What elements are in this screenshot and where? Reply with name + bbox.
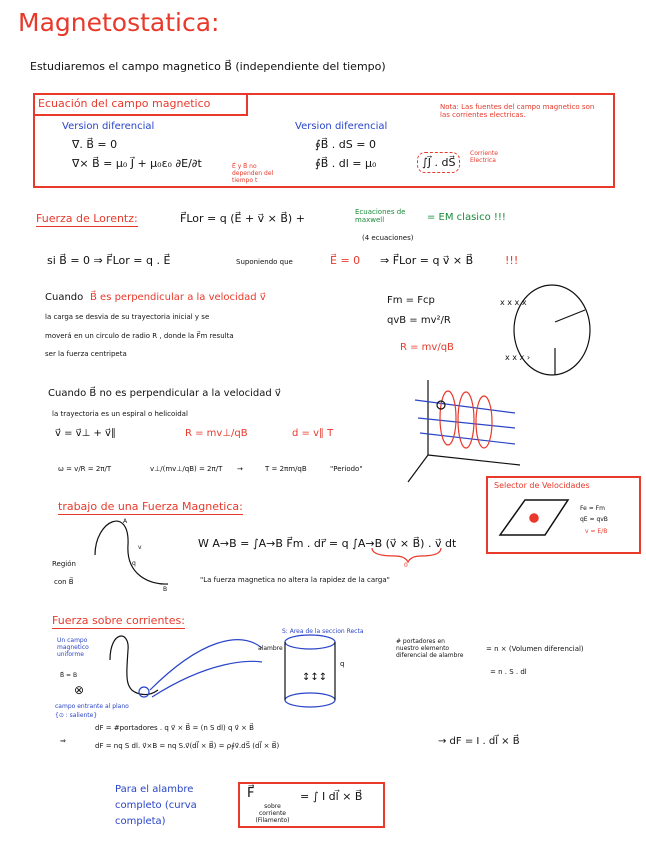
svg-text:x x x x: x x x x	[500, 298, 527, 307]
velocity-decomp: v⃗ = v⃗⊥ + v⃗∥	[55, 428, 116, 439]
helix-diagram	[408, 380, 520, 482]
campo-plano: campo entrante al plano	[55, 703, 129, 710]
helix-line2: la trayectoria es un espiral o helicoidal	[52, 410, 188, 418]
perp-line4: ser la fuerza centripeta	[45, 350, 127, 358]
b-eq: B⃗ = B	[60, 672, 78, 679]
time-note: E⃗ y B⃗ no dependen del tiempo t	[232, 163, 274, 185]
charge-q: q	[340, 660, 345, 668]
vperp-eq: v⊥/(mv⊥/qB) = 2π/T	[150, 465, 223, 473]
em-clasico: = EM clasico !!!	[427, 212, 506, 223]
period-eq: T = 2πm/qB	[265, 465, 307, 473]
selector-eq3: v = E/B	[585, 528, 608, 535]
page-title: Magnetostatica:	[18, 8, 220, 37]
label-q: q	[132, 560, 136, 567]
periodo-label: "Periodo"	[330, 465, 363, 473]
area-note: S: Area de la seccion Recta	[282, 628, 364, 635]
corrientes-heading: Fuerza sobre corrientes:	[52, 614, 185, 629]
svg-text:↕↕↕: ↕↕↕	[302, 672, 328, 683]
alambre-label: alambre	[258, 645, 283, 652]
gauss-magnetism: ∇. B⃗ = 0	[72, 138, 118, 151]
perp-line1a: Cuando	[45, 292, 84, 303]
label-b: B	[163, 586, 168, 593]
final-subscript: sobre corriente (Filamento)	[255, 803, 290, 825]
circular-orbit-diagram	[500, 285, 590, 375]
final-force: F⃗	[247, 786, 255, 801]
carriers-eq1: = n × (Volumen diferencial)	[486, 645, 584, 653]
df-eq2: dF = nq S dl. v⃗×B = nq S.v⃗(dl⃗ × B⃗) = ρ∮v⃗.dS⃗ (dl⃗ × B⃗)	[95, 742, 280, 750]
e-zero: E⃗ = 0	[330, 254, 361, 267]
selector-eq1: Fe = Fm	[580, 505, 605, 512]
right-label: Version diferencial	[295, 121, 388, 132]
integral-ampere: ∮B⃗ . dl = μ₀	[315, 157, 377, 170]
integral-gauss: ∮B⃗ . dS = 0	[315, 138, 376, 151]
carriers-eq2: = n . S . dl	[490, 668, 527, 676]
label-a: A	[123, 518, 128, 525]
pitch-eq: d = v∥ T	[292, 428, 334, 439]
omega-eq: ω = v/R = 2π/T	[58, 465, 112, 473]
trabajo-heading: trabajo de una Fuerza Magnetica:	[58, 500, 243, 515]
work-eq: W A→B = ∫A→B F⃗m . dr⃗ = q ∫A→B (v⃗ × B⃗) . v⃗ dt	[198, 537, 457, 550]
current-integral: ∫J⃗ . dS⃗	[417, 152, 460, 173]
uniform-field-note: Un campo magnetico uniforme	[57, 637, 89, 659]
svg-text:x x x ›: x x x ›	[505, 353, 531, 362]
nota: Nota: Las fuentes del campo magnetico son las corrientes electricas.	[440, 103, 595, 120]
current-note: Corriente Electrica	[470, 150, 498, 165]
work-quote: "La fuerza magnetica no altera la rapidez de la carga"	[200, 576, 390, 584]
svg-text:⊗: ⊗	[74, 683, 85, 697]
implies-arrow: ⇒	[60, 737, 66, 745]
left-label: Version diferencial	[62, 121, 155, 132]
perp-line1b: B⃗ es perpendicular a la velocidad v⃗	[90, 292, 266, 303]
maxwell-count: (4 ecuaciones)	[362, 234, 414, 242]
lorentz-eq: F⃗Lor = q (E⃗ + v⃗ × B⃗) +	[180, 212, 305, 225]
fm-fcp: Fm = Fcp	[387, 295, 435, 306]
df-eq3: → dF = I . dl⃗ × B⃗	[438, 736, 520, 747]
intro-text: Estudiaremos el campo magnetico B⃗ (independiente del tiempo)	[30, 60, 386, 73]
wire-diagram	[74, 635, 335, 707]
maxwell-label: Ecuaciones de maxwell	[355, 208, 406, 225]
perp-line3: moverá en un circulo de radio R , donde la F⃗m resulta	[45, 332, 234, 340]
case-b-zero: si B⃗ = 0 ⇒ F⃗Lor = q . E⃗	[47, 254, 171, 267]
carriers-note: # portadores en nuestro elemento diferencial de alambre	[396, 638, 464, 660]
con-b-label: con B⃗	[54, 578, 74, 586]
label-v: v	[138, 544, 142, 551]
perp-line2: la carga se desvia de su trayectoria inicial y se	[45, 313, 210, 321]
ampere-maxwell: ∇× B⃗ = μ₀ J⃗ + μ₀ε₀ ∂E/∂t	[72, 157, 202, 170]
region-label: Región	[52, 560, 76, 568]
helix-radius: R = mv⊥/qB	[185, 428, 248, 439]
final-integral: = ∫ I dl⃗ × B⃗	[300, 790, 363, 803]
lorentz-heading: Fuerza de Lorentz:	[36, 212, 138, 227]
selector-title: Selector de Velocidades	[494, 481, 590, 490]
selector-eq2: qE = qvB	[580, 516, 608, 523]
trajectory-curve	[95, 521, 168, 584]
bangs: !!!	[505, 254, 519, 267]
df-eq1: dF = #portadores . q v⃗ × B⃗ = (n S dl) q v⃗ × B⃗	[95, 724, 254, 732]
para-alambre: Para el alambre completo (curva completa)	[115, 784, 197, 827]
qvb-eq: qvB = mv²/R	[387, 315, 451, 326]
case-e-zero: ⇒ F⃗Lor = q v⃗ × B⃗	[380, 254, 474, 267]
saliente-note: {⊙ : saliente}	[55, 712, 98, 719]
zero-label: 0	[404, 562, 408, 569]
helix-line1: Cuando B⃗ no es perpendicular a la velocidad v⃗	[48, 388, 281, 399]
equations-heading: Ecuación del campo magnetico	[38, 97, 211, 110]
radius-eq: R = mv/qB	[400, 342, 454, 353]
arrow: →	[237, 465, 243, 473]
suponiendo: Suponiendo que	[236, 258, 293, 266]
